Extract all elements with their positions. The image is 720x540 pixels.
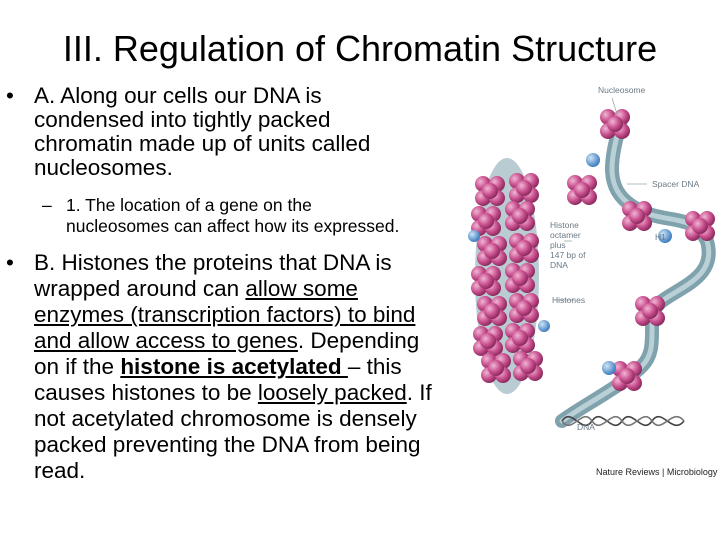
label-nucleosome: Nucleosome bbox=[598, 85, 646, 95]
bullet-a-line-4: nucleosomes. bbox=[34, 155, 173, 180]
bullet-a-line-2: condensed into tightly packed bbox=[34, 107, 331, 132]
bullet-b-line-3 bbox=[34, 303, 415, 327]
underlined-text: loosely packed bbox=[257, 380, 407, 405]
bullet-b-line-1: B. Histones the proteins that DNA is bbox=[34, 250, 392, 275]
label-dna: DNA bbox=[577, 422, 595, 432]
bullet-b-line-5: on if the histone is acetylated – this bbox=[34, 354, 402, 379]
bullet-a-line-1: A. Along our cells our DNA is bbox=[34, 83, 322, 108]
bullet-a-line-3: chromatin made up of units called bbox=[34, 131, 371, 156]
label-h1: H1 bbox=[655, 232, 666, 242]
bullet-b-line-9: read. bbox=[34, 458, 86, 483]
label-spacer-dna: Spacer DNA bbox=[652, 179, 700, 189]
label-histone-octamer-1: Histone bbox=[550, 220, 579, 230]
bullet-b-line-2: wrapped around can allow some bbox=[34, 276, 358, 301]
sub-bullet-line-2: nucleosomes can affect how its expressed. bbox=[66, 216, 400, 236]
label-histone-octamer-4: 147 bp of bbox=[550, 250, 586, 260]
bullet-b-line-8: packed preventing the DNA from being bbox=[34, 432, 421, 457]
label-histone-octamer-2: octamer bbox=[550, 230, 581, 240]
label-histone-octamer-5: DNA bbox=[550, 260, 568, 270]
label-histones: Histones bbox=[552, 295, 586, 305]
bullet-b-line-6: causes histones to be loosely packed. If bbox=[34, 380, 432, 405]
bullet-b-line-7: not acetylated chromosome is densely bbox=[34, 406, 417, 431]
bullet-marker: • bbox=[6, 250, 14, 275]
linker-histone bbox=[586, 153, 600, 167]
underlined-text: allow some bbox=[245, 276, 358, 301]
solenoid-coil bbox=[468, 158, 550, 394]
underlined-text: enzymes (transcription factors) to bind bbox=[34, 302, 416, 327]
bold-underlined-text: histone is acetylated bbox=[120, 354, 348, 379]
bullet-marker: • bbox=[6, 83, 14, 108]
label-histone-octamer-3: plus bbox=[550, 240, 566, 250]
chromatin-figure bbox=[462, 76, 720, 486]
nucleosome bbox=[567, 109, 715, 391]
sub-bullet-marker: – bbox=[42, 195, 52, 215]
sub-bullet-line-1: 1. The location of a gene on the bbox=[66, 195, 312, 215]
slide-title: III. Regulation of Chromatin Structure bbox=[62, 28, 658, 69]
bullet-b-line-4: and allow access to genes. Depending bbox=[34, 328, 420, 353]
underlined-text: and allow access to genes bbox=[34, 328, 298, 353]
figure-credit: Nature Reviews | Microbiology bbox=[596, 467, 718, 477]
